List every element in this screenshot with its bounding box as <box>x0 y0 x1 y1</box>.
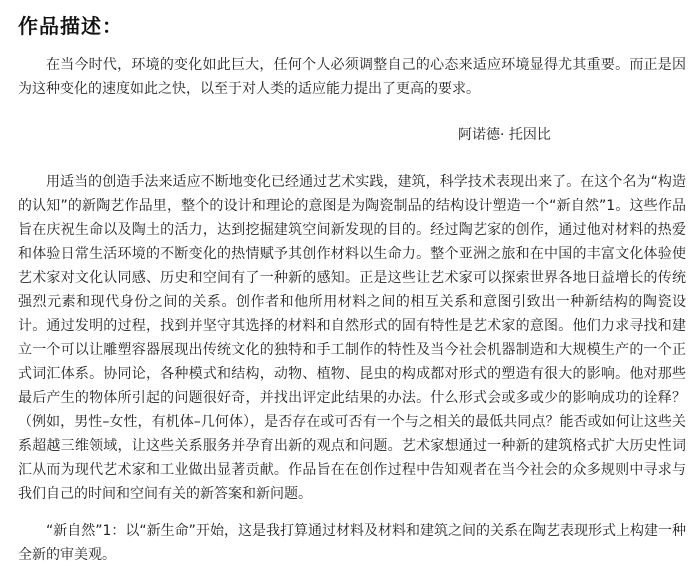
intro-quote-paragraph: 在当今时代，环境的变化如此巨大，任何个人必须调整自己的心态来适应环境显得尤其重要。而正是因为这种变化的速度如此之快，以至于对人类的适应能力提出了更高的要求。 <box>18 57 686 97</box>
description-paragraph: 用适当的创造手法来适应不断地变化已经通过艺术实践，建筑，科学技术表现出来了。在这个名为“构造的认知”的新陶艺作品里，整个的设计和理论的意图是为陶瓷制品的结构设计塑造一个“新自然”1。这些作品旨在庆祝生命以及陶土的活力，达到挖掘建筑空间新发现的目的。经过陶艺家的创作，通过他对材料的热爱和体验日常生活环境的不断变化的热情赋予其创作材料以生命力。整个亚洲之旅和在中国的丰富文化体验使艺术家对文化认同感、历史和空间有了一种新的感知。正是这些让艺术家可以探索世界各地日益增长的传统强烈元素和现代身份之间的关系。创作者和他所用材料之间的相互关系和意图引致出一种新结构的陶瓷设计。通过发明的过程，找到并坚守其选择的材料和自然形式的固有特性是艺术家的意图。他们力求寻找和建立一个可以让雕塑容器展现出传统文化的独特和手工制作的特性及当今社会机器制造和大规模生产的一个正式词汇体系。协同论，各种模式和结构，动物、植物、昆虫的构成都对形式的塑造有很大的影响。他对那些最后产生的物体所引起的问题很好奇，并找出评定此结果的办法。什么形式会或多或少的影响成功的诠释？（例如，男性–女性，有机体–几何体），是否存在或可否有一个与之相关的最低共同点？能否或如何让这些关系超越三维领域，让这些关系服务并孕育出新的观点和问题。艺术家想通过一种新的建筑格式扩大历史性词汇从而为现代艺术家和工业做出显著贡献。作品旨在在创作过程中告知观者在当今社会的众多规则中寻求与我们自己的时间和空间有关的新答案和新问题。 <box>18 174 686 502</box>
section-heading: 作品描述： <box>18 14 123 38</box>
footnote-paragraph: “新自然”1：以“新生命”开始，这是我打算通过材料及材料和建筑之间的关系在陶艺表现形式上构建一种全新的审美观。 <box>18 523 686 563</box>
quote-attribution: 阿诺德· 托因比 <box>458 127 551 143</box>
